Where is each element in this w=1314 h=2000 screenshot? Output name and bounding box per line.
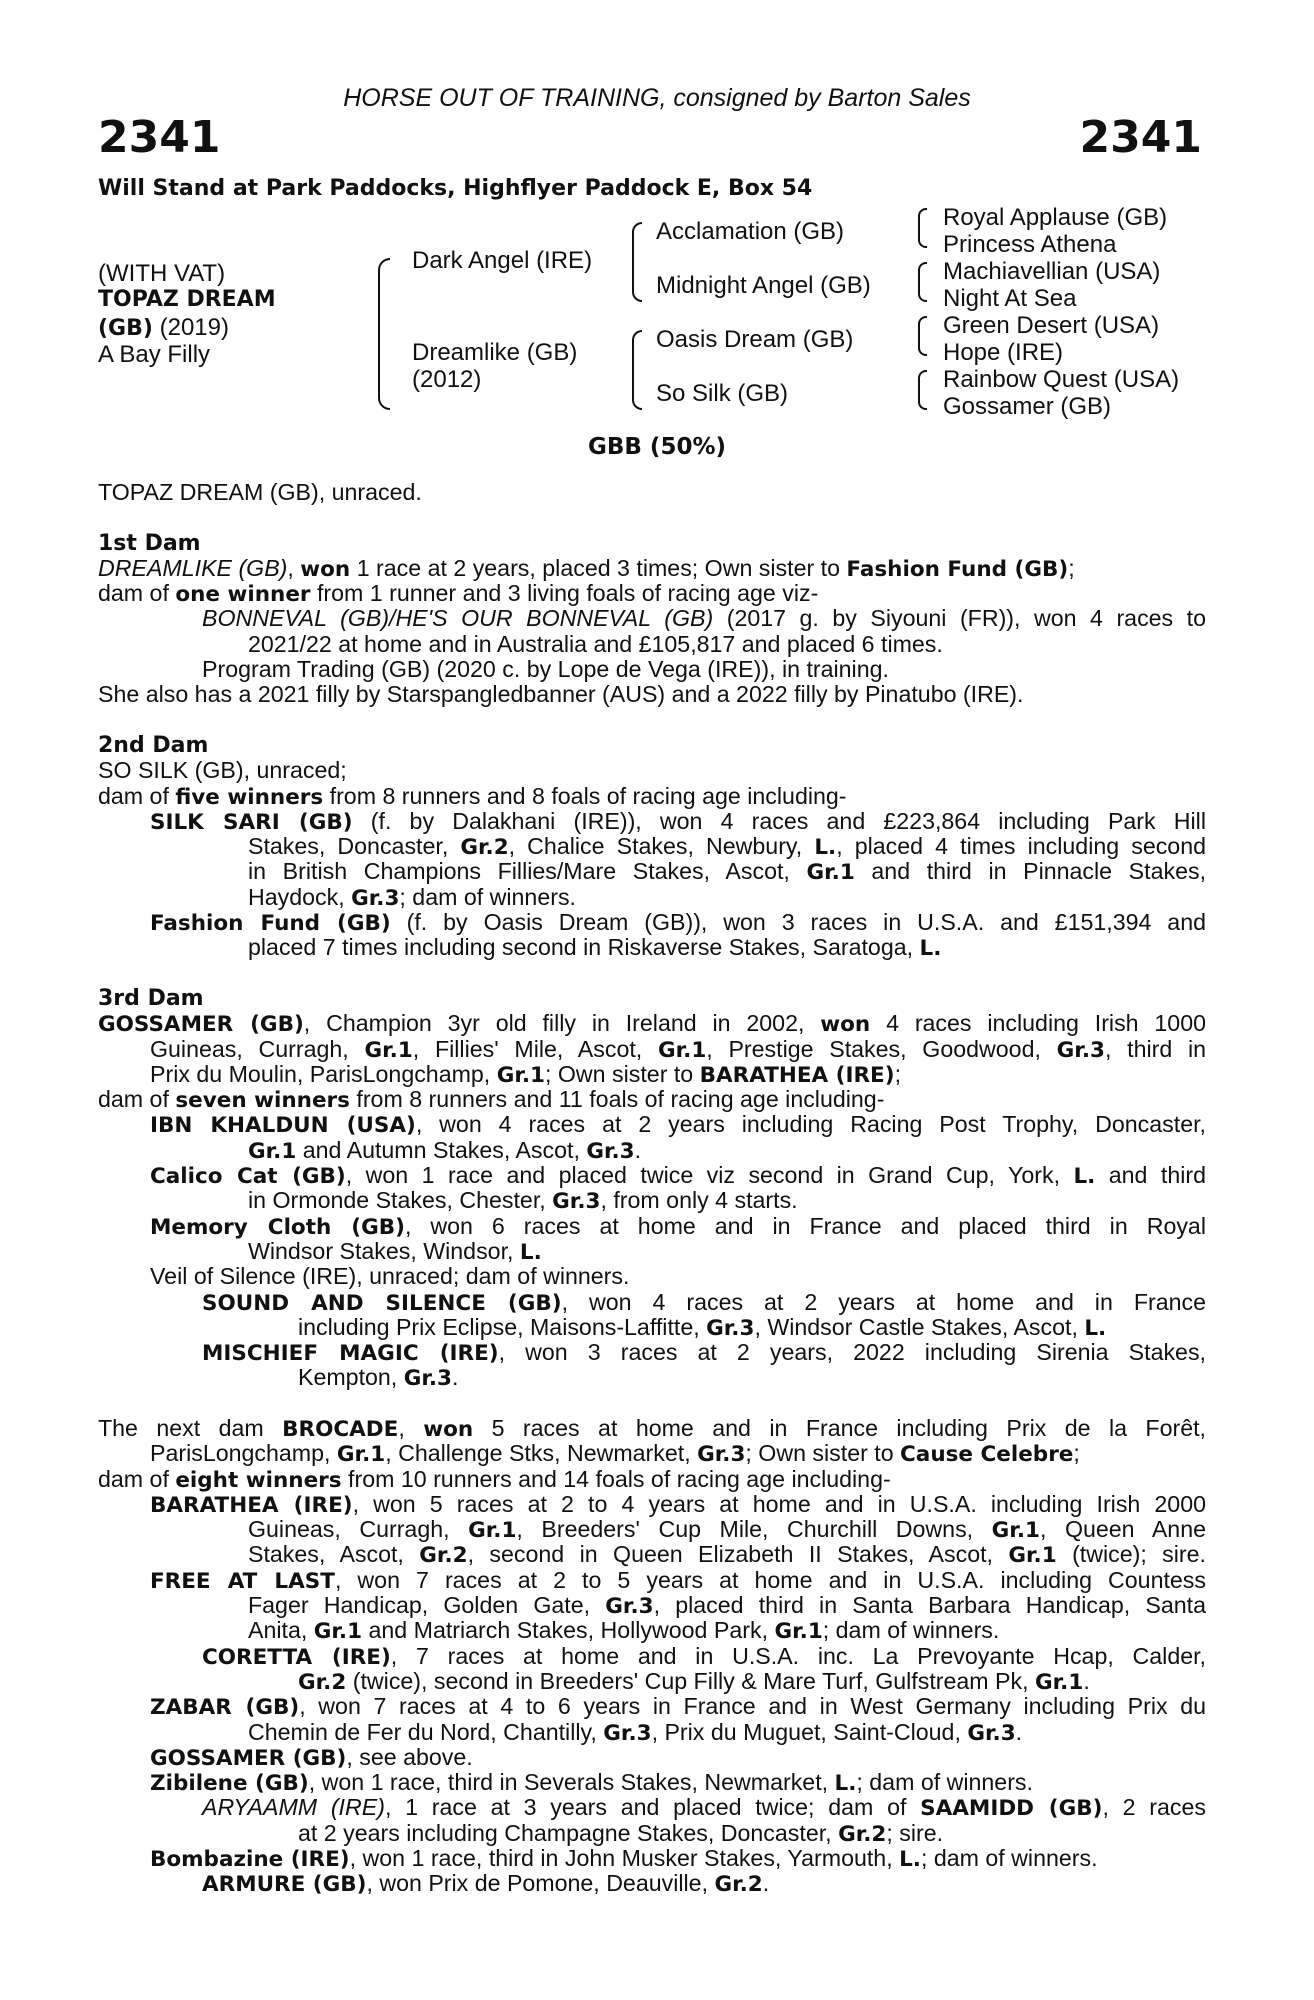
sibling-name: Fashion Fund (GB) [846,556,1069,582]
next-dam-line: Guineas, Curragh, Gr.1, Breeders' Cup Mile, Churchill Downs, Gr.1, Queen Anne [248,1516,1206,1544]
pedigree-gen3-5: Green Desert (USA) [943,312,1160,339]
next-dam-line: ARYAAMM (IRE), 1 race at 3 years and placed twice; dam of SAAMIDD (GB), 2 races [202,1794,1206,1822]
horse-country-year [98,314,229,342]
first-dam-line: DREAMLIKE (GB), won 1 race at 2 years, placed 3 times; Own sister to Fashion Fund (GB); [98,554,1075,582]
horse-name: TOPAZ DREAM [98,287,276,312]
first-dam-line: 2021/22 at home and in Australia and £105,817 and placed 6 times. [248,630,943,657]
next-dam-line: ZABAR (GB), won 7 races at 4 to 6 years in France and in West Germany including Prix du [150,1693,1207,1721]
pedigree-gen3-3: Machiavellian (USA) [943,258,1161,285]
next-dam-line: Gr.2 (twice), second in Breeders' Cup Filly & Mare Turf, Gulfstream Pk, Gr.1. [298,1667,1090,1695]
next-dam-line: BARATHEA (IRE), won 5 races at 2 to 4 years at home and in U.S.A. including Irish 2000 [150,1490,1206,1518]
horse-description: A Bay Filly [98,341,211,368]
second-dam-line: in British Champions Fillies/Mare Stakes, Ascot, Gr.1 and third in Pinnacle Stakes, [248,858,1207,886]
pedigree-gen2-4: So Silk (GB) [656,380,789,407]
brace-g3-3 [918,316,927,356]
pedigree-dam: Dreamlike (GB) [412,339,578,366]
second-dam-line: dam of five winners from 8 runners and 8 foals of racing age including- [98,782,847,810]
brace-sire [632,222,642,302]
pedigree-gen3-1: Royal Applause (GB) [943,204,1168,231]
gbb-rating: GBB (50%) [587,434,727,460]
pedigree-gen2-3: Oasis Dream (GB) [656,326,854,353]
third-dam-line: GOSSAMER (GB), Champion 3yr old filly in Ireland in 2002, won 4 races including Irish 1000 [98,1010,1206,1038]
stand-location: Will Stand at Park Paddocks, Highflyer Paddock E, Box 54 [98,176,813,201]
vat-label: (WITH VAT) [98,260,226,287]
consignment-header: HORSE OUT OF TRAINING, consigned by Barton Sales [343,84,971,112]
next-dam-line: Anita, Gr.1 and Matriarch Stakes, Hollywood Park, Gr.1; dam of winners. [248,1617,1000,1645]
second-dam-line: SILK SARI (GB) (f. by Dalakhani (IRE)), won 4 races and £223,864 including Park Hill [150,807,1206,835]
third-dam-line: SOUND AND SILENCE (GB), won 4 races at 2 years at home and in France [202,1288,1206,1316]
next-dam-line: The next dam BROCADE, won 5 races at home and in France including Prix de la Forêt, [98,1414,1206,1442]
third-dam-line: dam of seven winners from 8 runners and 11 foals of racing age including- [98,1086,885,1114]
brace-g3-2 [918,262,927,302]
next-dam-line: dam of eight winners from 10 runners and 14 foals of racing age including- [98,1465,891,1493]
third-dam-line: Memory Cloth (GB), won 6 races at home and in France and placed third in Royal [150,1212,1206,1240]
pedigree-gen3-8: Gossamer (GB) [943,393,1112,420]
next-dam-line: Bombazine (IRE), won 1 race, third in John Musker Stakes, Yarmouth, L.; dam of winners. [150,1845,1098,1873]
dam-name: DREAMLIKE (GB) [98,554,288,581]
third-dam-line: Guineas, Curragh, Gr.1, Fillies' Mile, Ascot, Gr.1, Prestige Stakes, Goodwood, Gr.3, third in [150,1035,1207,1063]
pedigree-gen3-2: Princess Athena [943,231,1117,258]
third-dam-heading: 3rd Dam [98,985,204,1011]
catalogue-body [98,480,1206,1897]
next-dam-line: ParisLongchamp, Gr.1, Challenge Stks, Newmarket, Gr.3; Own sister to Cause Celebre; [150,1440,1080,1468]
pedigree-gen3-4: Night At Sea [943,285,1077,312]
third-dam-line: in Ormonde Stakes, Chester, Gr.3, from only 4 starts. [248,1187,798,1215]
first-dam-line: dam of one winner from 1 runner and 3 living foals of racing age viz- [98,580,819,608]
next-dam-line: Chemin de Fer du Nord, Chantilly, Gr.3, Prix du Muguet, Saint-Cloud, Gr.3. [248,1718,1023,1746]
second-dam-line: Fashion Fund (GB) (f. by Oasis Dream (GB)), won 3 races in U.S.A. and £151,394 and [150,909,1206,937]
brace-g3-1 [918,208,927,248]
next-dam-line: ARMURE (GB), won Prix de Pomone, Deauville, Gr.2. [202,1870,770,1898]
first-dam-line: Program Trading (GB) (2020 c. by Lope de Vega (IRE)), in training. [202,656,889,683]
produce-name: BONNEVAL (GB)/HE'S OUR BONNEVAL (GB) [202,605,714,632]
first-dam-heading: 1st Dam [98,530,201,556]
pedigree-gen2-2: Midnight Angel (GB) [656,272,871,299]
third-dam-line: Veil of Silence (IRE), unraced; dam of winners. [150,1263,630,1290]
next-dam-line: GOSSAMER (GB), see above. [150,1743,473,1771]
second-dam-line: Haydock, Gr.3; dam of winners. [248,883,576,911]
third-dam-line: IBN KHALDUN (USA), won 4 races at 2 years including Racing Post Trophy, Doncaster, [150,1111,1206,1139]
pedigree-gen2-1: Acclamation (GB) [656,218,845,245]
pedigree-gen3-7: Rainbow Quest (USA) [943,366,1180,393]
lot-number-left: 2341 [98,112,221,163]
third-dam-line: Windsor Stakes, Windsor, L. [248,1237,542,1265]
horse-country: (GB) [98,316,153,341]
third-dam-line: including Prix Eclipse, Maisons-Laffitte, Gr.3, Windsor Castle Stakes, Ascot, L. [298,1313,1107,1341]
second-dam-line: placed 7 times including second in Riskaverse Stakes, Saratoga, L. [248,934,942,962]
second-dam-line: SO SILK (GB), unraced; [98,757,347,784]
first-dam-line: She also has a 2021 filly by Starspangledbanner (AUS) and a 2022 filly by Pinatubo (IRE). [98,681,1024,708]
next-dam-line: Stakes, Ascot, Gr.2, second in Queen Elizabeth II Stakes, Ascot, Gr.1 (twice); sire. [248,1541,1206,1569]
pedigree-sire: Dark Angel (IRE) [412,247,593,274]
brace-g3-4 [918,370,927,410]
second-dam-heading: 2nd Dam [98,732,209,758]
next-dam-line: at 2 years including Champagne Stakes, Doncaster, Gr.2; sire. [298,1819,944,1847]
brace-dam [632,330,642,410]
second-dam-line: Stakes, Doncaster, Gr.2, Chalice Stakes, Newbury, L., placed 4 times including second [248,833,1206,861]
third-dam-line: MISCHIEF MAGIC (IRE), won 3 races at 2 years, 2022 including Sirenia Stakes, [202,1339,1206,1367]
third-dam-line: Gr.1 and Autumn Stakes, Ascot, Gr.3. [248,1136,642,1164]
third-dam-line: Prix du Moulin, ParisLongchamp, Gr.1; Own sister to BARATHEA (IRE); [150,1060,902,1088]
horse-year: (2019) [159,314,229,341]
pedigree-gen3-6: Hope (IRE) [943,339,1064,366]
intro-line: TOPAZ DREAM (GB), unraced. [98,479,422,505]
next-dam-line: FREE AT LAST, won 7 races at 2 to 5 years at home and in U.S.A. including Countess [150,1566,1206,1594]
next-dam-line: Fager Handicap, Golden Gate, Gr.3, placed third in Santa Barbara Handicap, Santa [248,1592,1206,1620]
third-dam-line: Calico Cat (GB), won 1 race and placed twice viz second in Grand Cup, York, L. and third [150,1162,1206,1190]
pedigree-dam-year: (2012) [412,366,482,393]
brace-gen1 [378,258,390,410]
first-dam-line: BONNEVAL (GB)/HE'S OUR BONNEVAL (GB) (2017 g. by Siyouni (FR)), won 4 races to [202,605,1207,632]
next-dam-line: Zibilene (GB), won 1 race, third in Severals Stakes, Newmarket, L.; dam of winners. [150,1769,1033,1797]
next-dam-line: CORETTA (IRE), 7 races at home and in U.S.A. inc. La Prevoyante Hcap, Calder, [202,1642,1206,1670]
lot-number-right: 2341 [1079,112,1202,163]
third-dam-line: Kempton, Gr.3. [298,1364,459,1392]
